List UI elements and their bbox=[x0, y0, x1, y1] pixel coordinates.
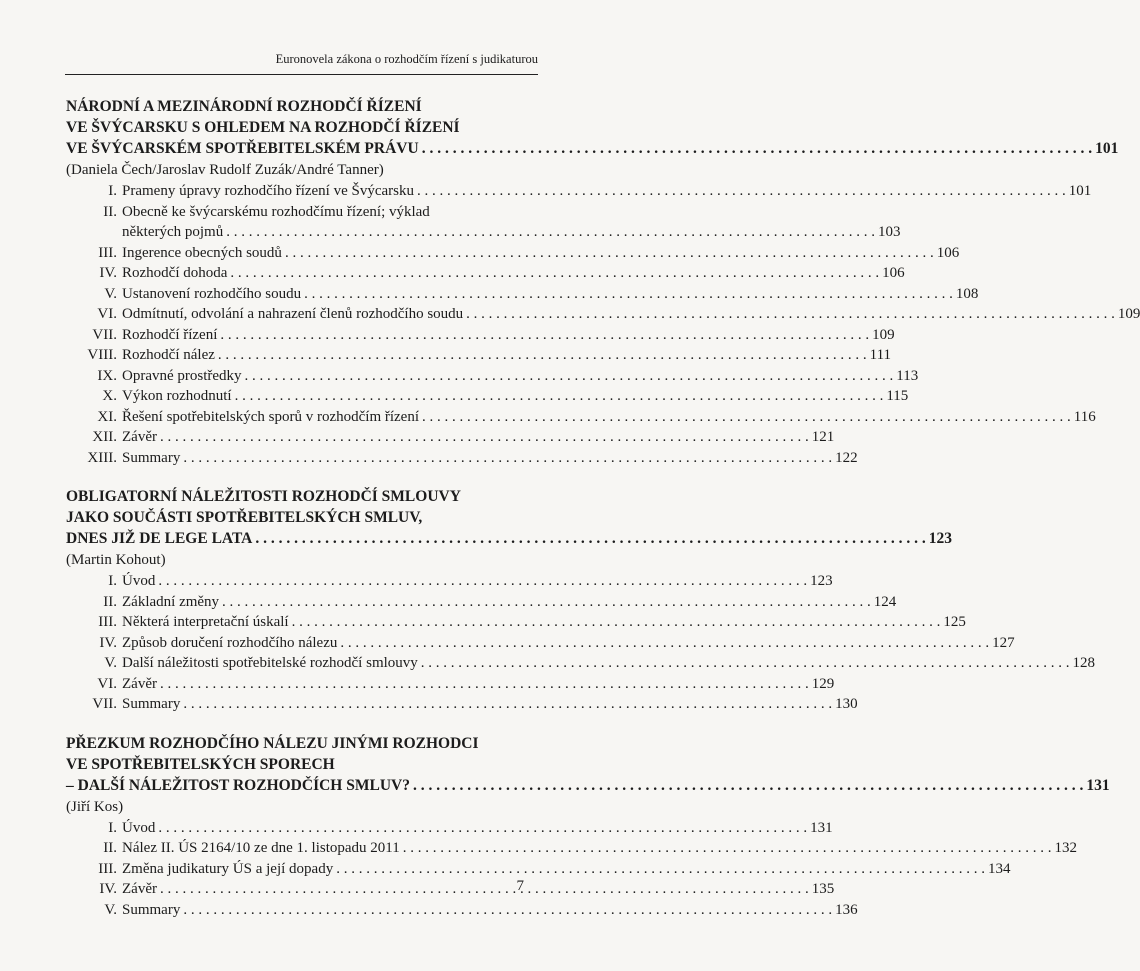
entry-number: XII. bbox=[92, 429, 117, 445]
entry-page-number: 125 bbox=[943, 614, 966, 630]
entry-page-number: 131 bbox=[810, 819, 833, 836]
dot-leader bbox=[226, 222, 875, 243]
entry-title: Další náležitosti spotřebitelské rozhodčí smlouvy bbox=[122, 655, 418, 671]
dot-leader bbox=[235, 386, 884, 407]
entry-title: Řešení spotřebitelských sporů v rozhodčím řízení bbox=[122, 408, 420, 425]
entry-title: Rozhodčí dohoda bbox=[122, 265, 228, 281]
section-title-line bbox=[66, 528, 952, 549]
entry-number: VIII. bbox=[87, 347, 117, 363]
entry-number: I. bbox=[108, 819, 117, 836]
dot-leader bbox=[160, 427, 809, 448]
entry-page-number: 113 bbox=[896, 367, 919, 384]
entry-page-number: 128 bbox=[1072, 655, 1096, 671]
entry-page-number: 111 bbox=[869, 347, 892, 363]
toc-entry bbox=[66, 386, 909, 407]
dot-leader bbox=[160, 674, 809, 695]
dot-leader bbox=[183, 448, 832, 469]
toc-section bbox=[66, 96, 1140, 468]
toc-entry bbox=[66, 653, 1096, 674]
entry-number: VII. bbox=[92, 326, 117, 343]
entry-page-number: 109 bbox=[872, 326, 895, 343]
dot-leader bbox=[220, 325, 869, 346]
dot-leader bbox=[413, 775, 1083, 796]
entry-number: I. bbox=[108, 183, 117, 199]
dot-leader bbox=[158, 571, 807, 592]
entry-title: Základní změny bbox=[122, 593, 220, 610]
entry-number: XI. bbox=[97, 408, 117, 425]
section-page-number: 131 bbox=[1086, 776, 1110, 794]
toc-entry bbox=[66, 674, 835, 695]
dot-leader bbox=[218, 345, 867, 366]
toc-entry bbox=[66, 859, 1011, 880]
toc-entry bbox=[66, 448, 858, 469]
entry-number: IV. bbox=[99, 881, 117, 897]
toc-entry bbox=[66, 345, 892, 366]
toc-entry bbox=[66, 284, 979, 305]
toc-entry bbox=[66, 694, 858, 715]
entry-title: Summary bbox=[122, 696, 181, 712]
toc-entry bbox=[66, 633, 1015, 654]
entry-page-number: 109 bbox=[1117, 306, 1140, 322]
section-title-line: VE SPOTŘEBITELSKÝCH SPORECH bbox=[66, 755, 335, 773]
entry-title: Závěr bbox=[122, 429, 157, 445]
entry-title: Způsob doručení rozhodčího nálezu bbox=[122, 634, 338, 651]
dot-leader bbox=[245, 366, 894, 387]
dot-leader bbox=[340, 633, 989, 654]
toc-entry bbox=[66, 612, 966, 633]
dot-leader bbox=[336, 859, 985, 880]
running-header: Euronovela zákona o rozhodčím řízení s judikaturou bbox=[275, 52, 538, 66]
toc-entry bbox=[66, 571, 833, 592]
dot-leader bbox=[222, 592, 871, 613]
section-title-line bbox=[66, 775, 1110, 796]
entry-page-number: 134 bbox=[987, 860, 1011, 877]
entry-title-part: některých pojmů bbox=[122, 224, 224, 240]
entry-title: Závěr bbox=[122, 675, 157, 692]
toc-entry bbox=[66, 900, 858, 921]
section-page-number: 101 bbox=[1095, 140, 1119, 157]
dot-leader bbox=[255, 528, 925, 549]
dot-leader bbox=[422, 138, 1092, 159]
entry-body bbox=[122, 202, 901, 243]
dot-leader bbox=[417, 181, 1066, 202]
entry-page-number: 106 bbox=[936, 244, 960, 261]
entry-title: Rozhodčí nález bbox=[122, 347, 215, 363]
entry-title: Opravné prostředky bbox=[122, 367, 242, 384]
entry-page-number: 132 bbox=[1054, 840, 1077, 856]
section-title-line: OBLIGATORNÍ NÁLEŽITOSTI ROZHODČÍ SMLOUVY bbox=[66, 488, 461, 505]
dot-leader bbox=[421, 653, 1070, 674]
entry-number: II. bbox=[103, 203, 117, 220]
toc-entry bbox=[66, 407, 1096, 428]
entry-title: Úvod bbox=[122, 819, 156, 836]
entry-title: Výkon rozhodnutí bbox=[122, 388, 232, 404]
entry-page-number: 136 bbox=[835, 901, 858, 918]
entry-number: II. bbox=[103, 840, 117, 856]
entry-title-continued bbox=[122, 222, 901, 243]
entry-title: Ustanovení rozhodčího soudu bbox=[122, 285, 302, 302]
toc-entry bbox=[66, 304, 1140, 325]
entry-page-number: 108 bbox=[955, 285, 979, 302]
dot-leader bbox=[230, 263, 879, 284]
entry-number: III. bbox=[98, 614, 117, 630]
dot-leader bbox=[422, 407, 1071, 428]
dot-leader bbox=[304, 284, 953, 305]
toc-section bbox=[66, 486, 1096, 715]
entry-number: V. bbox=[104, 901, 117, 918]
entry-number: VI. bbox=[97, 306, 117, 322]
entry-title: Summary bbox=[122, 449, 181, 466]
entry-title: Změna judikatury ÚS a její dopady bbox=[122, 860, 334, 877]
entry-number: III. bbox=[98, 860, 117, 877]
dot-leader bbox=[466, 304, 1115, 325]
page-number: 7 bbox=[516, 878, 524, 894]
entry-page-number: 122 bbox=[835, 449, 858, 466]
entry-page-number: 127 bbox=[992, 634, 1015, 651]
entry-number: IV. bbox=[99, 265, 117, 281]
entry-number: IX. bbox=[97, 367, 117, 384]
entry-page-number: 130 bbox=[835, 696, 858, 712]
section-page-number: 123 bbox=[928, 530, 952, 547]
entry-number: IV. bbox=[99, 634, 117, 651]
entry-number: VII. bbox=[92, 696, 117, 712]
entry-number: VI. bbox=[97, 675, 117, 692]
entry-number: X. bbox=[102, 388, 117, 404]
section-title-text: VE ŠVÝCARSKÉM SPOTŘEBITELSKÉM PRÁVU bbox=[66, 140, 419, 157]
toc-entry bbox=[66, 427, 835, 448]
dot-leader bbox=[160, 879, 809, 900]
entry-number: V. bbox=[104, 655, 117, 671]
section-authors: (Jiří Kos) bbox=[66, 798, 124, 815]
dot-leader bbox=[403, 838, 1052, 859]
dot-leader bbox=[183, 900, 832, 921]
dot-leader bbox=[285, 243, 934, 264]
toc-entry bbox=[66, 838, 1077, 859]
entry-number: XIII. bbox=[87, 449, 117, 466]
section-title-line: NÁRODNÍ A MEZINÁRODNÍ ROZHODČÍ ŘÍZENÍ bbox=[66, 98, 422, 115]
entry-title: Prameny úpravy rozhodčího řízení ve Švýcarsku bbox=[122, 183, 414, 199]
header-rule bbox=[65, 74, 538, 75]
entry-page-number: 124 bbox=[873, 593, 897, 610]
toc-entry bbox=[66, 325, 895, 346]
entry-title: Úvod bbox=[122, 573, 156, 589]
section-authors: (Daniela Čech/Jaroslav Rudolf Zuzák/André Tanner) bbox=[66, 162, 384, 178]
entry-title: Rozhodčí řízení bbox=[122, 326, 218, 343]
entry-page-number: 101 bbox=[1068, 183, 1092, 199]
toc-entry bbox=[66, 366, 919, 387]
entry-title: Obecně ke švýcarskému rozhodčímu řízení; výklad bbox=[122, 203, 430, 220]
section-title-line bbox=[66, 138, 1119, 159]
section-authors: (Martin Kohout) bbox=[66, 552, 166, 568]
toc-entry bbox=[66, 592, 897, 613]
section-title-text: – DALŠÍ NÁLEŽITOST ROZHODČÍCH SMLUV? bbox=[66, 776, 410, 794]
table-of-contents bbox=[66, 96, 1140, 938]
entry-title: Odmítnutí, odvolání a nahrazení členů rozhodčího soudu bbox=[122, 306, 464, 322]
toc-section bbox=[66, 733, 1110, 921]
entry-page-number: 123 bbox=[810, 573, 833, 589]
entry-page-number: 135 bbox=[811, 881, 835, 897]
toc-entry bbox=[66, 181, 1092, 202]
entry-title: Summary bbox=[122, 901, 181, 918]
entry-page-number: 121 bbox=[811, 429, 835, 445]
section-title-line: PŘEZKUM ROZHODČÍHO NÁLEZU JINÝMI ROZHODCI bbox=[66, 734, 479, 752]
entry-page-number: 103 bbox=[877, 224, 901, 240]
entry-title: Nález II. ÚS 2164/10 ze dne 1. listopadu 2011 bbox=[122, 840, 400, 856]
dot-leader bbox=[158, 818, 807, 839]
entry-number: V. bbox=[104, 285, 117, 302]
section-title-line: VE ŠVÝCARSKU S OHLEDEM NA ROZHODČÍ ŘÍZENÍ bbox=[66, 119, 460, 136]
entry-page-number: 106 bbox=[882, 265, 905, 281]
entry-page-number: 129 bbox=[811, 675, 835, 692]
entry-number: I. bbox=[108, 573, 117, 589]
entry-title: Závěr bbox=[122, 881, 157, 897]
toc-entry bbox=[66, 879, 835, 900]
entry-page-number: 115 bbox=[886, 388, 909, 404]
toc-entry bbox=[66, 263, 905, 284]
toc-entry bbox=[66, 243, 960, 264]
entry-page-number: 116 bbox=[1073, 408, 1096, 425]
section-title-text: DNES JIŽ DE LEGE LATA bbox=[66, 530, 253, 547]
dot-leader bbox=[292, 612, 941, 633]
section-title-line: JAKO SOUČÁSTI SPOTŘEBITELSKÝCH SMLUV, bbox=[66, 509, 423, 526]
dot-leader bbox=[183, 694, 832, 715]
entry-title: Ingerence obecných soudů bbox=[122, 244, 282, 261]
entry-title: Některá interpretační úskalí bbox=[122, 614, 289, 630]
toc-entry bbox=[66, 202, 901, 243]
entry-number: III. bbox=[98, 244, 117, 261]
toc-entry bbox=[66, 818, 833, 839]
entry-number: II. bbox=[103, 593, 117, 610]
